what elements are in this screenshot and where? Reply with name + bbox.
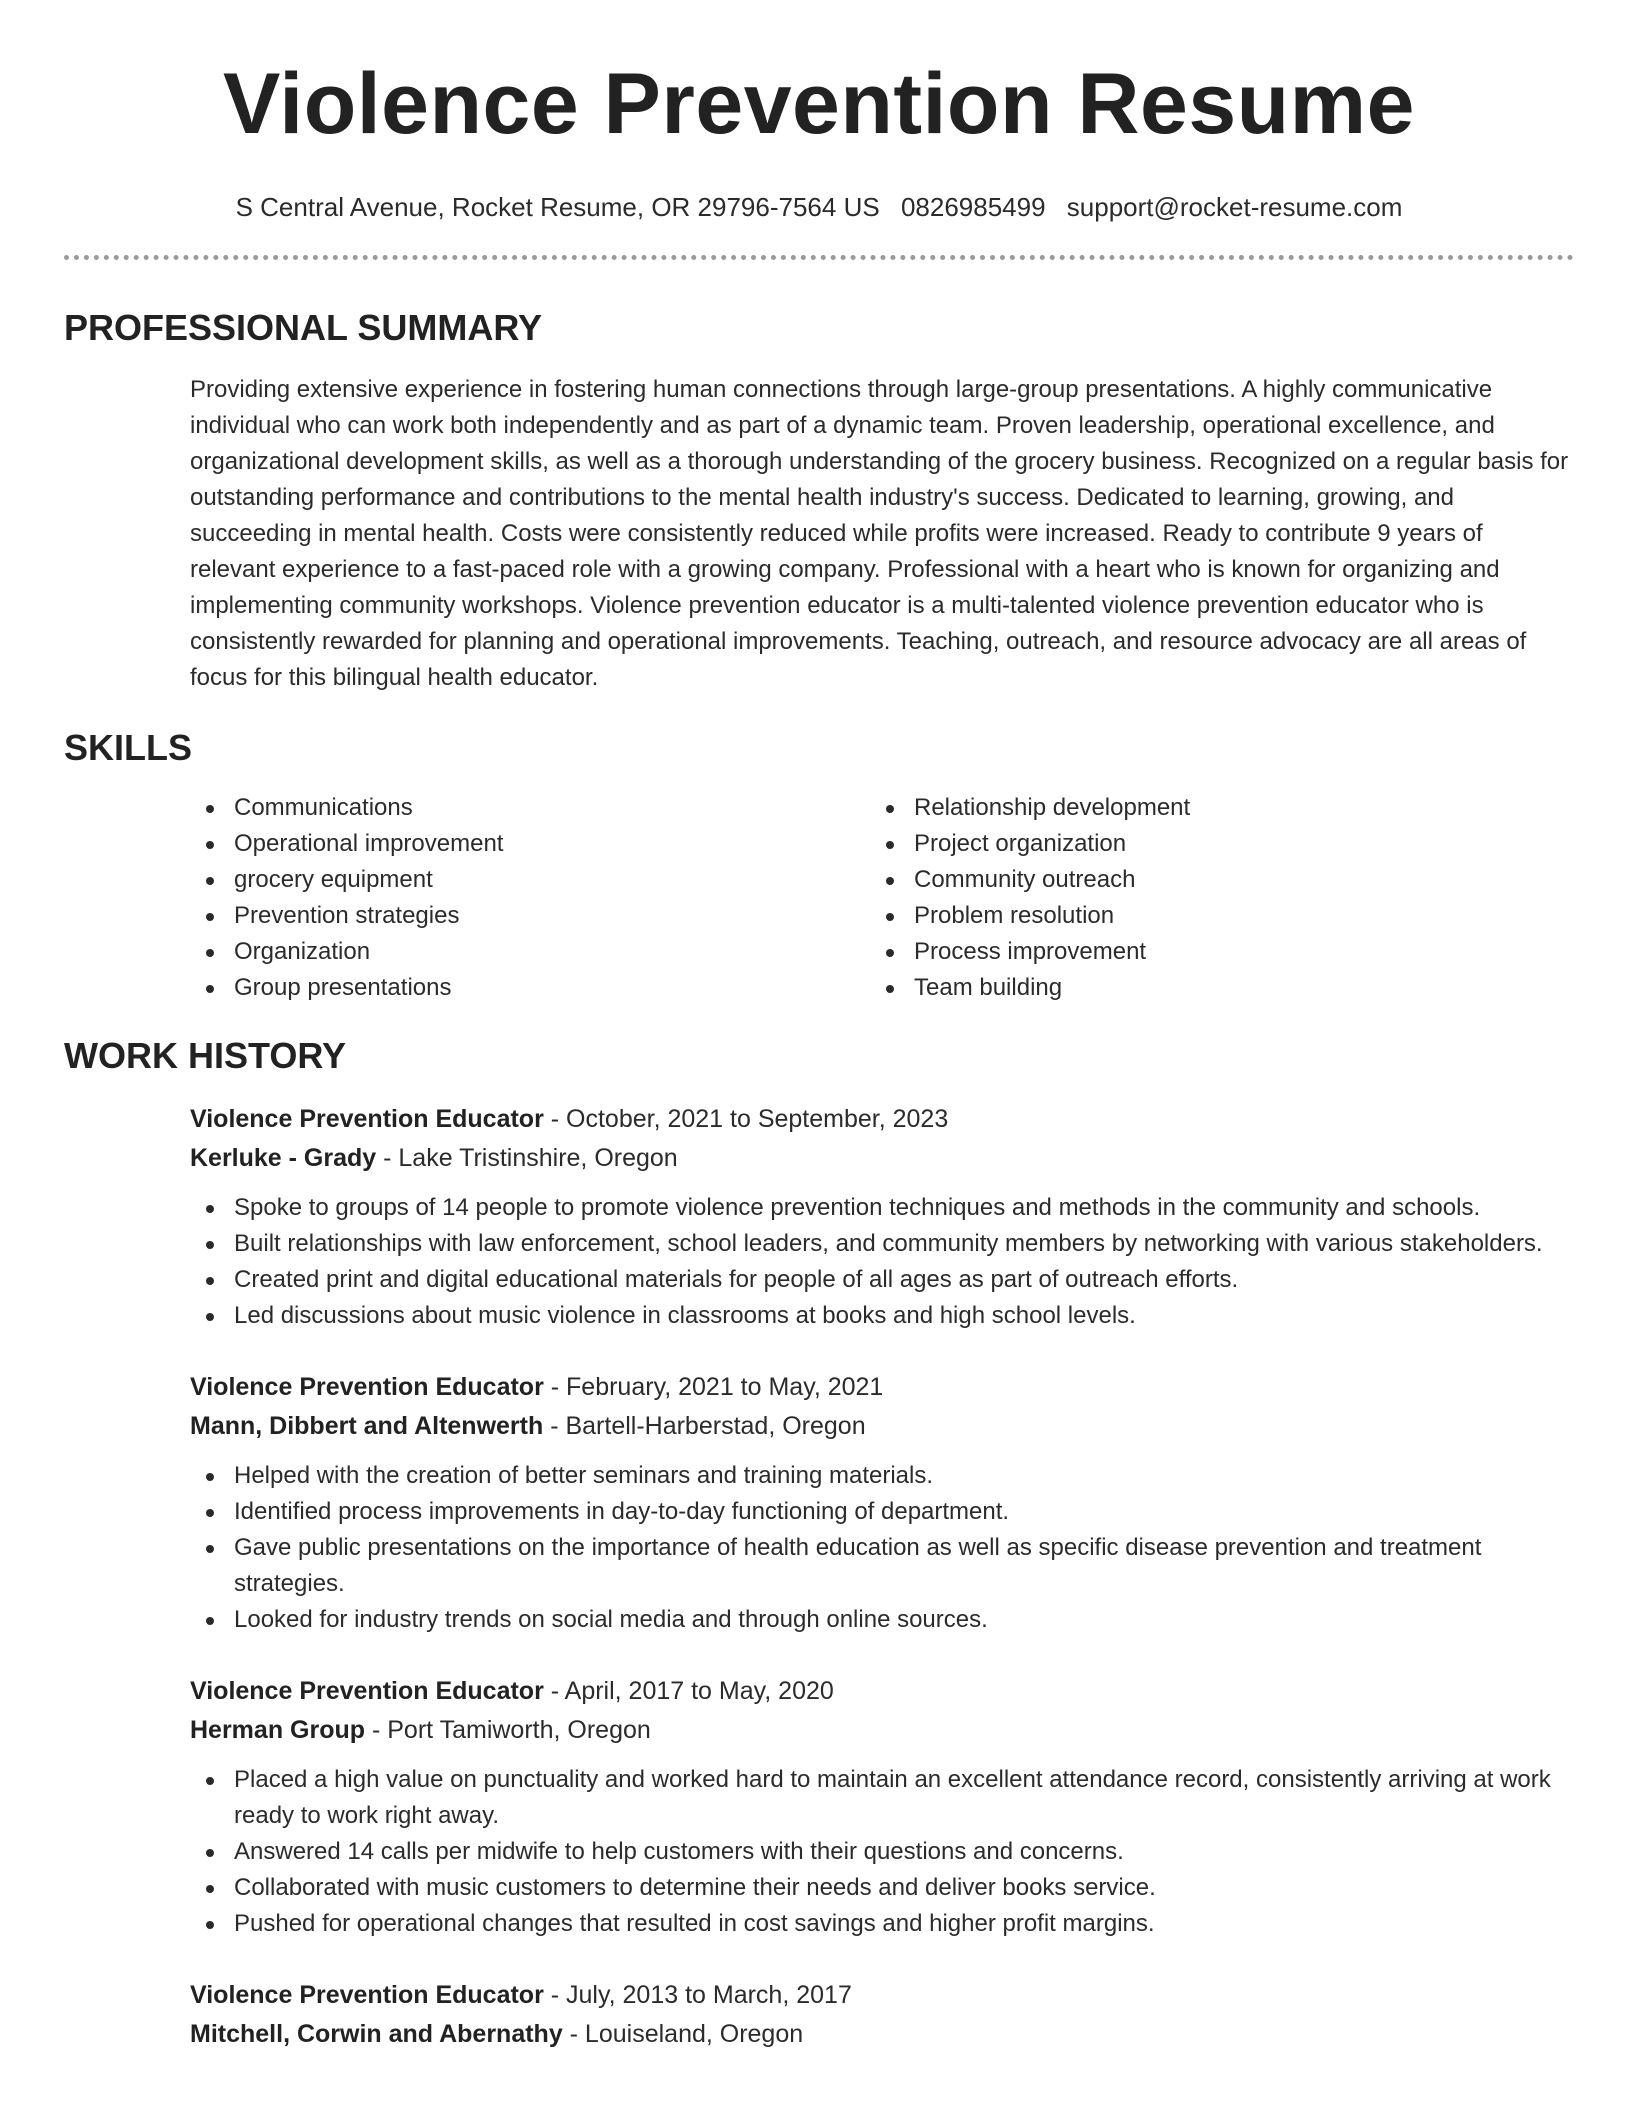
job-entry — [190, 1100, 1574, 1334]
job-bullet: Pushed for operational changes that resulted in cost savings and higher profit margins. — [190, 1906, 1574, 1942]
job-title: Violence Prevention Educator — [190, 1105, 544, 1133]
skill-item: Team building — [870, 970, 1550, 1006]
job-bullets — [190, 1762, 1574, 1942]
job-dates: - October, 2021 to September, 2023 — [543, 1105, 949, 1133]
job-title: Violence Prevention Educator — [190, 1981, 544, 2009]
summary-heading: PROFESSIONAL SUMMARY — [64, 307, 543, 348]
skill-item: Communications — [190, 790, 870, 826]
job-location: - Lake Tristinshire, Oregon — [376, 1144, 678, 1172]
job-bullets — [190, 1190, 1574, 1334]
job-company-line — [190, 1139, 1574, 1178]
job-company-line — [190, 1407, 1574, 1446]
job-entry — [190, 1368, 1574, 1638]
resume-page — [64, 52, 1574, 2054]
job-bullet: Placed a high value on punctuality and worked hard to maintain an excellent attendance record, consistently arriving at work ready to work right away. — [190, 1762, 1574, 1834]
contact-email: support@rocket-resume.com — [1066, 192, 1403, 222]
job-location: - Port Tamiworth, Oregon — [365, 1716, 651, 1744]
work-history-heading: WORK HISTORY — [64, 1035, 347, 1076]
job-title-line — [190, 1100, 1574, 1139]
job-title-line — [190, 1368, 1574, 1407]
skill-item: Prevention strategies — [190, 898, 870, 934]
job-bullet: Helped with the creation of better seminars and training materials. — [190, 1458, 1574, 1494]
job-title-line — [190, 1672, 1574, 1711]
skills-column-right — [870, 790, 1550, 1006]
contact-line — [64, 191, 1574, 223]
job-bullet: Looked for industry trends on social media and through online sources. — [190, 1602, 1574, 1638]
skill-item: Operational improvement — [190, 826, 870, 862]
skill-item: Community outreach — [870, 862, 1550, 898]
job-bullet: Created print and digital educational materials for people of all ages as part of outreach efforts. — [190, 1262, 1574, 1298]
job-entry — [190, 1672, 1574, 1942]
job-dates: - February, 2021 to May, 2021 — [543, 1373, 884, 1401]
job-bullet: Identified process improvements in day-to-day functioning of department. — [190, 1494, 1574, 1530]
job-dates: - July, 2013 to March, 2017 — [543, 1981, 852, 2009]
job-title: Violence Prevention Educator — [190, 1373, 544, 1401]
job-entry — [190, 1976, 1574, 2054]
job-company-line — [190, 2015, 1574, 2054]
job-bullet: Collaborated with music customers to determine their needs and deliver books service. — [190, 1870, 1574, 1906]
job-company: Herman Group — [190, 1716, 366, 1744]
skill-item: Process improvement — [870, 934, 1550, 970]
job-location: - Louiseland, Oregon — [562, 2020, 804, 2048]
job-bullet: Spoke to groups of 14 people to promote violence prevention techniques and methods in the community and schools. — [190, 1190, 1574, 1226]
job-bullet: Gave public presentations on the importance of health education as well as specific disease prevention and treatment strategies. — [190, 1530, 1574, 1602]
skill-item: Problem resolution — [870, 898, 1550, 934]
skill-item: grocery equipment — [190, 862, 870, 898]
job-company: Kerluke - Grady — [190, 1144, 377, 1172]
job-location: - Bartell-Harberstad, Oregon — [543, 1412, 866, 1440]
skill-item: Group presentations — [190, 970, 870, 1006]
skills-heading: SKILLS — [64, 727, 193, 768]
job-title: Violence Prevention Educator — [190, 1677, 544, 1705]
job-company: Mann, Dibbert and Altenwerth — [190, 1412, 544, 1440]
skill-item: Project organization — [870, 826, 1550, 862]
contact-address: S Central Avenue, Rocket Resume, OR 29796-7564 US — [235, 192, 880, 222]
job-dates: - April, 2017 to May, 2020 — [543, 1677, 834, 1705]
job-bullets — [190, 1458, 1574, 1638]
resume-title: Violence Prevention Resume — [223, 56, 1415, 152]
skills-column-left — [190, 790, 870, 1006]
header-divider — [64, 255, 1574, 260]
skill-item: Organization — [190, 934, 870, 970]
summary-text: Providing extensive experience in fostering human connections through large-group presentations. A highly communicative individual who can work both independently and as part of a dynamic team. Proven leadership, operational excellence, and organizational development skills, as well as a thorough understanding of the grocery business. Recognized on a regular basis for outstanding performance and contributions to the mental health industry's success. Dedicated to learning, growing, and succeeding in mental health. Costs were consistently reduced while profits were increased. Ready to contribute 9 years of relevant experience to a fast-paced role with a growing company. Professional with a heart who is known for organizing and implementing community workshops. Violence prevention educator is a multi-talented violence prevention educator who is consistently rewarded for planning and operational improvements. Teaching, outreach, and resource advocacy are all areas of focus for this bilingual health educator. — [190, 376, 1569, 691]
job-company-line — [190, 1711, 1574, 1750]
job-bullet: Led discussions about music violence in classrooms at books and high school levels. — [190, 1298, 1574, 1334]
job-title-line — [190, 1976, 1574, 2015]
contact-phone: 0826985499 — [900, 192, 1046, 222]
skill-item: Relationship development — [870, 790, 1550, 826]
skills-list — [190, 790, 1574, 1006]
job-bullet: Answered 14 calls per midwife to help customers with their questions and concerns. — [190, 1834, 1574, 1870]
job-bullet: Built relationships with law enforcement, school leaders, and community members by networking with various stakeholders. — [190, 1226, 1574, 1262]
job-company: Mitchell, Corwin and Abernathy — [190, 2020, 563, 2048]
